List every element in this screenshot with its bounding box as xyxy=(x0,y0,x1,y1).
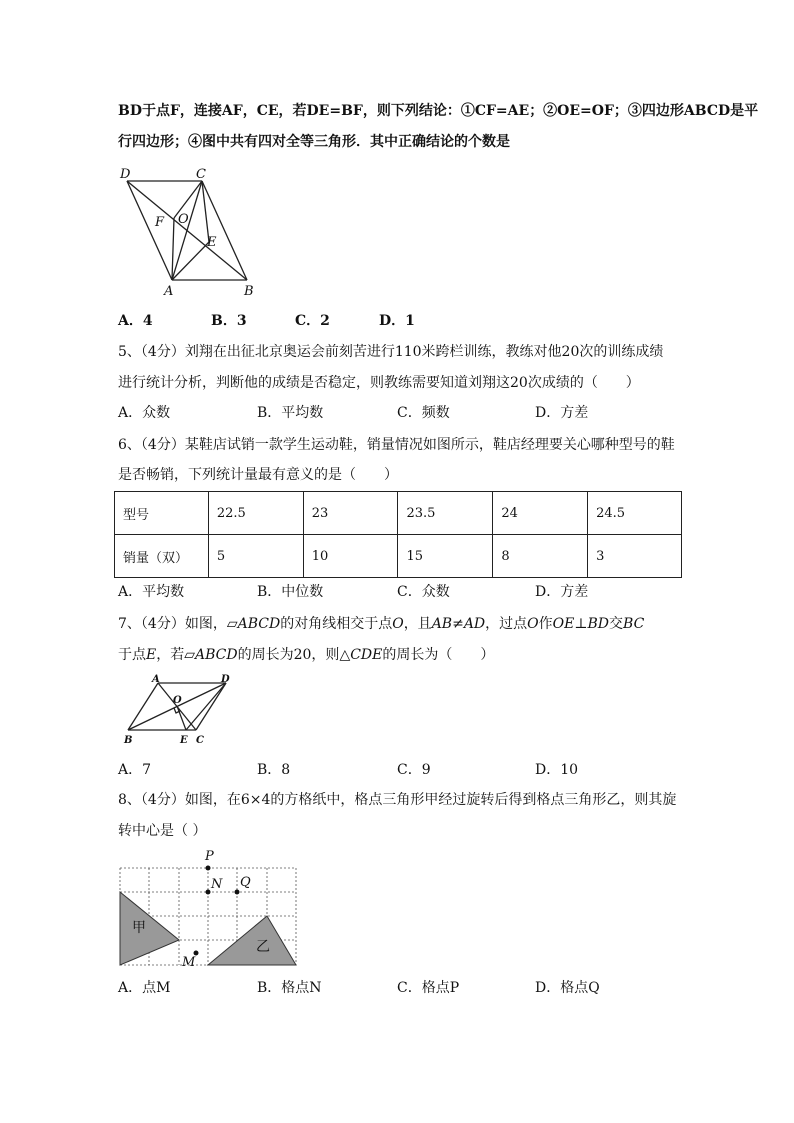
q6-option-a[interactable]: A．平均数 xyxy=(118,584,185,600)
q7-point-o: O xyxy=(392,616,404,632)
q4-label-A: A xyxy=(164,284,174,299)
table-cell: 3 xyxy=(588,535,682,578)
q7-text: 作 xyxy=(538,616,553,632)
q7-text: 于点 xyxy=(118,647,146,663)
table-cell: 型号 xyxy=(115,492,209,535)
q7-text: ，且 xyxy=(403,616,432,632)
q8-label-yi: 乙 xyxy=(256,939,270,955)
table-cell: 23 xyxy=(303,492,398,535)
triangle-yi xyxy=(208,916,296,965)
table-cell: 24.5 xyxy=(588,492,682,535)
table-cell: 8 xyxy=(493,535,588,578)
q8-label-jia: 甲 xyxy=(132,920,146,936)
q8-label-P: P xyxy=(205,849,214,864)
q4-option-a[interactable]: A．4 xyxy=(118,313,153,329)
q7-point-o: O xyxy=(527,616,539,632)
q7-perpendicular: OE⊥BD xyxy=(552,616,610,632)
q7-text: 的周长为20，则 xyxy=(237,647,340,663)
q5-text-line1: 5、（4分）刘翔在出征北京奥运会前刻苦进行110米跨栏训练，教练对他20次的训练成绩 xyxy=(118,344,664,360)
q7-label-B: B xyxy=(124,735,133,746)
q7-text: 交 xyxy=(609,616,624,632)
table-cell: 5 xyxy=(208,535,303,578)
q5-option-c[interactable]: C．频数 xyxy=(397,405,450,421)
q7-parallelogram-figure xyxy=(118,673,243,748)
q6-text-line2: 是否畅销，下列统计量最有意义的是（ ） xyxy=(118,467,398,483)
q4-label-O: O xyxy=(178,212,189,227)
q4-text-line1: BD于点F，连接AF，CE，若DE=BF，则下列结论：①CF=AE；②OE=OF；③四边形ABCD是平 xyxy=(118,103,759,119)
table-cell: 10 xyxy=(303,535,398,578)
q8-option-a[interactable]: A．点M xyxy=(118,980,171,996)
q7-label-E: E xyxy=(180,735,188,746)
q7-point-e: E xyxy=(146,647,157,663)
q4-label-F: F xyxy=(155,215,165,230)
q4-parallelogram-figure xyxy=(112,163,262,299)
q7-segment-bc: BC xyxy=(623,616,645,632)
q7-option-c[interactable]: C．9 xyxy=(397,762,431,778)
q5-option-d[interactable]: D．方差 xyxy=(535,405,589,421)
q8-option-b[interactable]: B．格点N xyxy=(257,980,322,996)
q4-text-line2: 行四边形；④图中共有四对全等三角形．其中正确结论的个数是 xyxy=(118,134,510,150)
q8-label-M: M xyxy=(182,955,196,970)
q8-option-c[interactable]: C．格点P xyxy=(397,980,460,996)
q5-option-a[interactable]: A．众数 xyxy=(118,405,171,421)
q8-text-line2: 转中心是（ ） xyxy=(118,823,207,839)
q4-label-B: B xyxy=(244,284,254,299)
q7-option-b[interactable]: B．8 xyxy=(257,762,291,778)
q7-triangle: △CDE xyxy=(339,647,383,663)
q7-text-line2 xyxy=(118,645,494,665)
q7-text: 的对角线相交于点 xyxy=(280,616,393,632)
q4-option-b[interactable]: B．3 xyxy=(211,313,247,329)
q6-option-c[interactable]: C．众数 xyxy=(397,584,450,600)
point-n xyxy=(206,890,211,895)
q7-label-O: O xyxy=(173,695,182,706)
q7-text: ，若 xyxy=(156,647,185,663)
q7-option-d[interactable]: D．10 xyxy=(535,762,579,778)
q7-option-a[interactable]: A．7 xyxy=(118,762,152,778)
q7-label-A: A xyxy=(152,674,160,685)
q7-prefix: 7、（4分）如图， xyxy=(118,616,227,632)
point-q xyxy=(235,890,240,895)
q4-option-d[interactable]: D．1 xyxy=(379,313,415,329)
q8-grid-figure xyxy=(114,848,304,973)
q8-text-line1: 8、（4分）如图，在6×4的方格纸中，格点三角形甲经过旋转后得到格点三角形乙，则其旋 xyxy=(118,792,677,808)
q6-option-d[interactable]: D．方差 xyxy=(535,584,589,600)
table-cell: 24 xyxy=(493,492,588,535)
table-cell: 15 xyxy=(398,535,493,578)
table-cell: 22.5 xyxy=(208,492,303,535)
q6-option-b[interactable]: B．中位数 xyxy=(257,584,324,600)
q6-text-line1: 6、（4分）某鞋店试销一款学生运动鞋，销量情况如图所示，鞋店经理要关心哪种型号的鞋 xyxy=(118,437,675,453)
q4-label-D: D xyxy=(120,167,131,182)
q4-label-C: C xyxy=(196,167,206,182)
table-cell: 23.5 xyxy=(398,492,493,535)
q4-option-c[interactable]: C．2 xyxy=(295,313,330,329)
point-p xyxy=(206,866,211,871)
shoe-sales-table xyxy=(114,491,682,578)
q8-label-N: N xyxy=(211,877,223,892)
q7-text: ，过点 xyxy=(485,616,528,632)
q7-condition: AB≠AD xyxy=(431,616,486,632)
q7-label-D: D xyxy=(221,674,230,685)
triangle-jia xyxy=(120,892,179,965)
table-cell: 销量（双） xyxy=(115,535,209,578)
q8-option-d[interactable]: D．格点Q xyxy=(535,980,600,996)
q7-text: 的周长为（ ） xyxy=(382,647,495,663)
table-row xyxy=(115,492,682,535)
table-row xyxy=(115,535,682,578)
q8-label-Q: Q xyxy=(240,875,251,890)
q7-parallelogram-symbol: ▱ABCD xyxy=(226,616,281,632)
q7-text-line1 xyxy=(118,614,644,634)
q5-option-b[interactable]: B．平均数 xyxy=(257,405,324,421)
q5-text-line2: 进行统计分析，判断他的成绩是否稳定，则教练需要知道刘翔这20次成绩的（ ） xyxy=(118,375,640,391)
q7-parallelogram-symbol: ▱ABCD xyxy=(184,647,238,663)
q4-label-E: E xyxy=(207,235,217,250)
q7-label-C: C xyxy=(196,735,204,746)
